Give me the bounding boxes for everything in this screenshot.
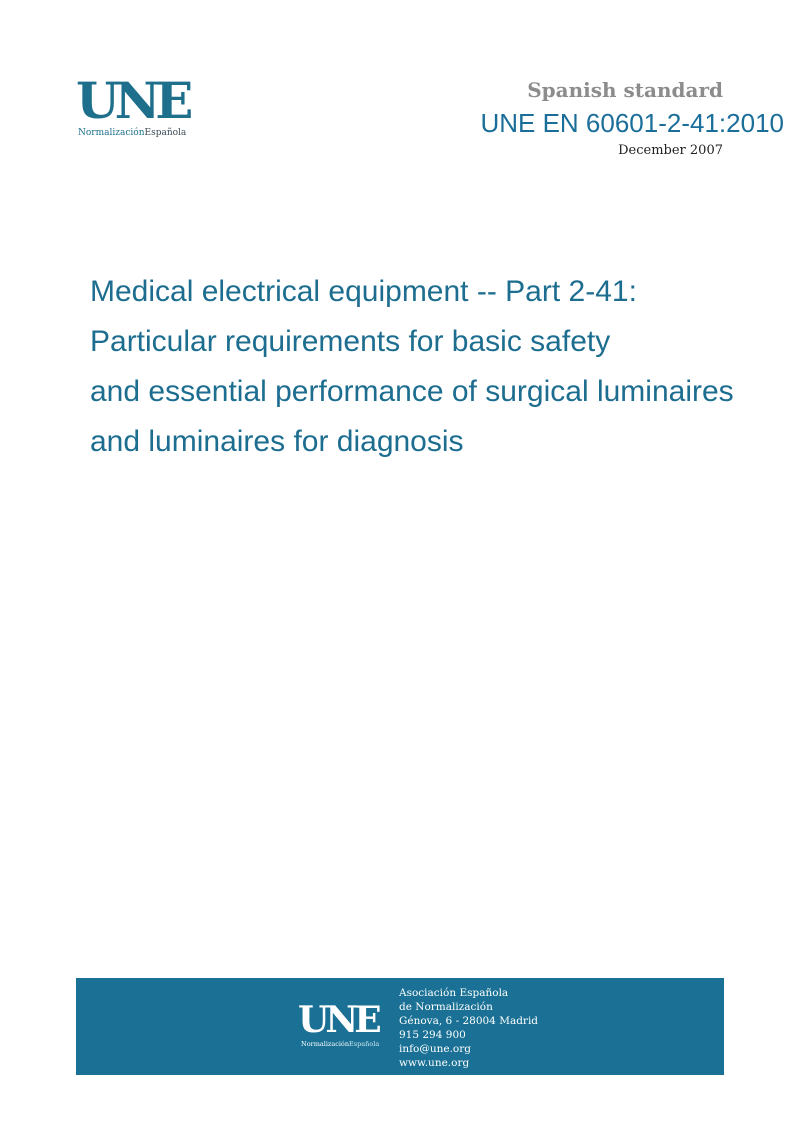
standard-code: UNE EN 60601-2-41:2010 [480, 108, 784, 138]
footer-address [399, 986, 538, 1070]
title-line: Medical electrical equipment -- Part 2-41: [90, 275, 637, 308]
footer-logo-subtitle [301, 1040, 379, 1048]
standard-type: Spanish standard [527, 78, 723, 102]
footer-email: info@une.org [399, 1043, 471, 1055]
title-line: and luminaires for diagnosis [90, 425, 464, 458]
footer-logo-subtitle-b: Española [349, 1040, 380, 1048]
standard-date: December 2007 [618, 143, 723, 158]
une-logo-subtitle [78, 128, 186, 138]
footer-logo-subtitle-a: Normalización [301, 1040, 350, 1048]
logo-subtitle-a: Normalización [78, 128, 145, 138]
footer-logo-mark: UNE [298, 999, 378, 1041]
footer-org-name-line2: de Normalización [399, 1001, 493, 1013]
footer-street-address: Génova, 6 - 28004 Madrid [399, 1015, 539, 1027]
title-line: and essential performance of surgical luminaires [90, 375, 734, 408]
document-title [90, 267, 790, 467]
footer-band [76, 978, 724, 1075]
footer-org-name-line1: Asociación Española [399, 987, 509, 999]
title-line: Particular requirements for basic safety [90, 325, 611, 358]
une-logo [76, 71, 206, 146]
footer-website: www.une.org [399, 1057, 470, 1069]
footer-phone: 915 294 900 [399, 1029, 466, 1041]
footer-une-logo [298, 999, 388, 1052]
logo-subtitle-b: Española [144, 128, 187, 138]
une-logo-mark: UNE [76, 71, 189, 130]
